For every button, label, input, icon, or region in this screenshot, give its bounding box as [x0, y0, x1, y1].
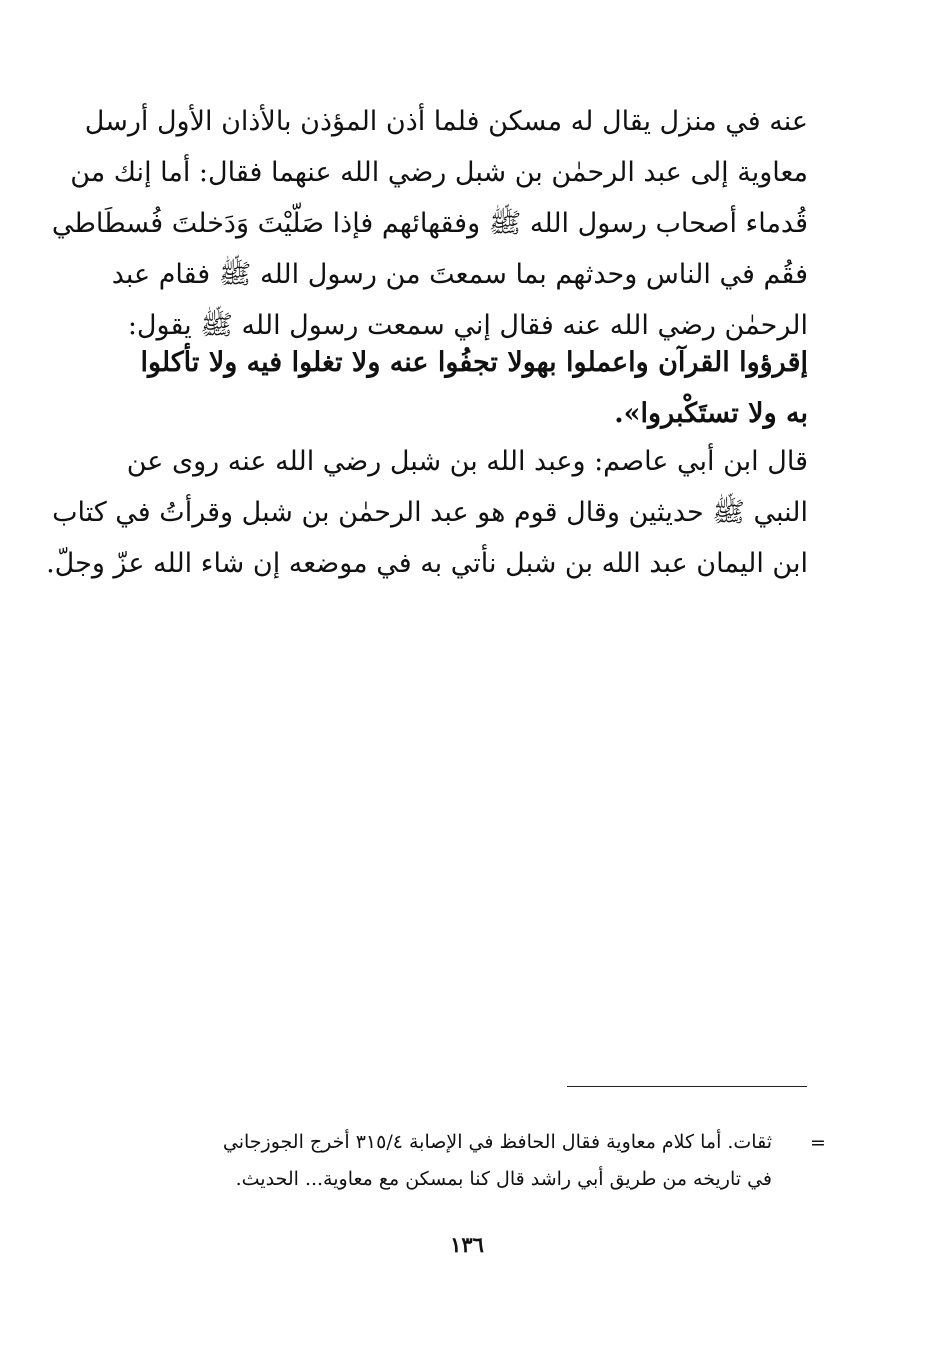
text-line: الرحمٰن رضي الله عنه فقال إني سمعت رسول الله ﷺ يقول: [127, 310, 808, 341]
footnote-line: ثقات. أما كلام معاوية فقال الحافظ في الإصابة ٣١٥/٤ أخرج الجوزجاني [222, 1131, 772, 1153]
paragraph-2 [46, 436, 808, 589]
text-line: النبي ﷺ حديثين وقال قوم هو عبد الرحمٰن بن شبل وقرأتُ في كتاب [52, 497, 808, 528]
hadith-line: به ولا تستَكْبروا». [614, 398, 808, 429]
text-line: معاوية إلى عبد الرحمٰن بن شبل رضي الله عنهما فقال: أما إنك من [70, 157, 808, 188]
text-line: ابن اليمان عبد الله بن شبل نأتي به في موضعه إن شاء الله عزّ وجلّ. [46, 548, 808, 579]
hadith-line: إقرؤوا القرآن واعملوا بهولا تجفُوا عنه ولا تغلوا فيه ولا تأكلوا [140, 347, 808, 378]
paragraph-1 [51, 96, 808, 351]
hadith-quote [132, 337, 808, 439]
text-line: قُدماء أصحاب رسول الله ﷺ وفقهائهم فإذا صَلّيْتَ وَدَخلتَ فُسطَاطي [51, 208, 808, 239]
text-line: عنه في منزل يقال له مسكن فلما أذن المؤذن بالأذان الأول أرسل [84, 106, 808, 137]
text-line: فقُم في الناس وحدثهم بما سمعتَ من رسول الله ﷺ فقام عبد [111, 259, 808, 290]
text-line: قال ابن أبي عاصم: وعبد الله بن شبل رضي الله عنه روى عن [126, 446, 808, 477]
footnote [132, 1124, 772, 1198]
footnote-divider [567, 1086, 807, 1087]
footnote-line: في تاريخه من طريق أبي راشد قال كنا بمسكن مع معاوية... الحديث. [235, 1168, 772, 1190]
page-number: ١٣٦ [450, 1232, 484, 1257]
footnote-continuation-marker: = [810, 1132, 826, 1154]
